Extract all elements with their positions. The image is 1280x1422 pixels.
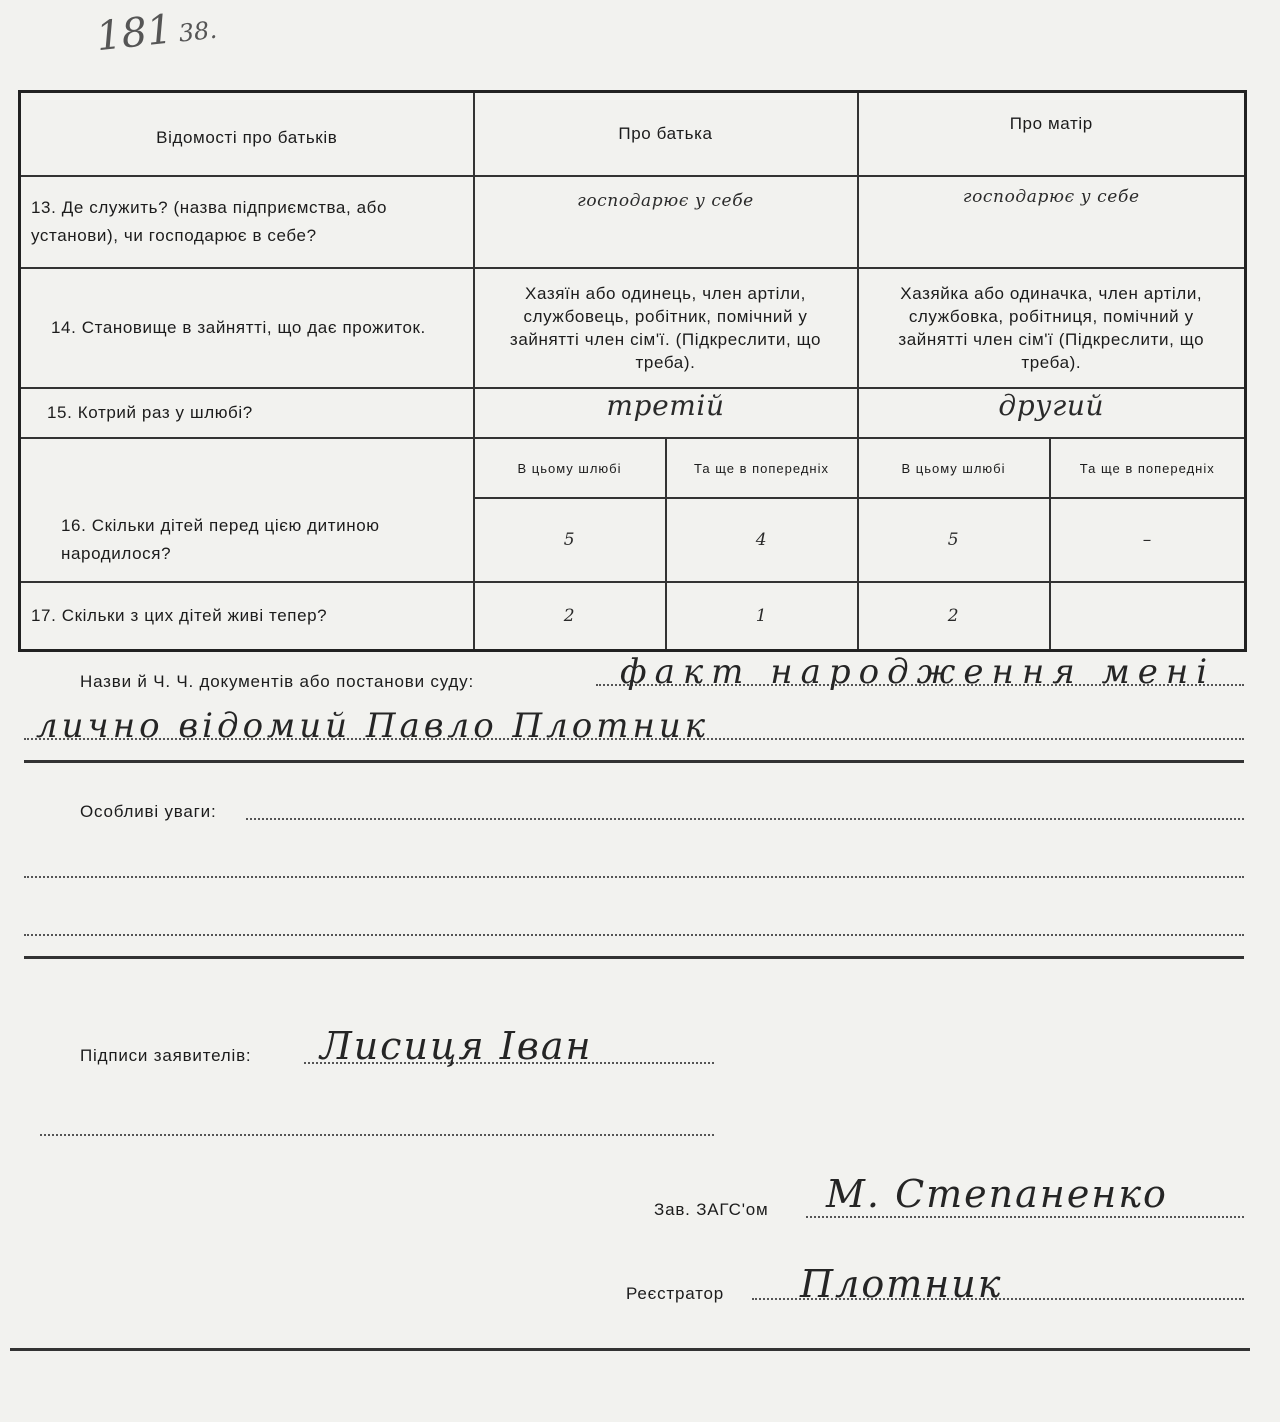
archive-number-main: 181 [93, 6, 175, 61]
notes-line-3 [24, 934, 1244, 936]
zags-head-signature: М. Степаненко [826, 1172, 1168, 1216]
q16-mother-prev: – [1050, 498, 1246, 582]
header-mother: Про матір [858, 92, 1246, 177]
applicants-signature-label: Підписи заявителів: [80, 1046, 252, 1065]
q16-father-prev: 4 [666, 498, 858, 582]
registrar-signature: Плотник [800, 1262, 1003, 1306]
table-header-row [20, 92, 1246, 177]
archive-number-note [94, 2, 219, 60]
sub-mother-previous: Та ще в попередніх [1050, 438, 1246, 498]
zags-head-line [806, 1216, 1244, 1218]
q14-father-options: Хазяїн або одинець, член артіли, службовець, робітник, помічний у зайнятті член сім'ї. (Підкреслити, що треба). [474, 268, 858, 388]
q14-label: 14. Становище в зайнятті, що дає прожиток. [20, 268, 474, 388]
applicants-second-line [40, 1134, 714, 1136]
row-16-subheaders [20, 438, 1246, 498]
row-13 [20, 176, 1246, 268]
q16-mother-this: 5 [858, 498, 1050, 582]
row-14 [20, 268, 1246, 388]
documents-value-line-1: факт народження мені [620, 652, 1216, 692]
sub-father-previous: Та ще в попередніх [666, 438, 858, 498]
applicants-signature: Лисиця Іван [320, 1024, 593, 1068]
q15-mother-value: другий [858, 388, 1246, 438]
q15-label: 15. Котрий раз у шлюбі? [20, 388, 474, 438]
row-17 [20, 582, 1246, 650]
q17-father-prev: 1 [666, 582, 858, 650]
header-parents-info: Відомості про батьків [20, 92, 474, 177]
q16-label: 16. Скільки дітей перед цією дитиною народилося? [20, 438, 474, 582]
q13-mother-value: господарює у себе [858, 176, 1246, 268]
q13-label: 13. Де служить? (назва підприємства, або установи), чи господарює в себе? [20, 176, 474, 268]
q15-father-value: третій [474, 388, 858, 438]
notes-line-2 [24, 876, 1244, 878]
registrar-label: Реєстратор [626, 1284, 725, 1303]
parents-info-table [18, 90, 1247, 652]
q17-label: 17. Скільки з цих дітей живі тепер? [20, 582, 474, 650]
archive-number-small: 38. [177, 15, 219, 48]
q17-mother-prev [1050, 582, 1246, 650]
notes-label: Особливі уваги: [80, 802, 217, 821]
header-father: Про батька [474, 92, 858, 177]
q17-mother-this: 2 [858, 582, 1050, 650]
q13-father-value: господарює у себе [474, 176, 858, 268]
documents-label: Назви й Ч. Ч. документів або постанови суду: [80, 672, 474, 691]
documents-end-rule [24, 760, 1244, 763]
sub-mother-this-marriage: В цьому шлюбі [858, 438, 1050, 498]
sub-father-this-marriage: В цьому шлюбі [474, 438, 666, 498]
zags-head-label: Зав. ЗАГС'ом [654, 1200, 769, 1219]
page-bottom-rule [10, 1348, 1250, 1351]
documents-value-line-2: лично відомий Павло Плотник [36, 706, 710, 746]
notes-end-rule [24, 956, 1244, 959]
q14-mother-options: Хазяйка або одиначка, член артіли, службовка, робітниця, помічний у зайнятті член сім'ї (Підкреслити, що треба). [858, 268, 1246, 388]
q16-father-this: 5 [474, 498, 666, 582]
row-15 [20, 388, 1246, 438]
q17-father-this: 2 [474, 582, 666, 650]
notes-line-1 [246, 818, 1244, 820]
